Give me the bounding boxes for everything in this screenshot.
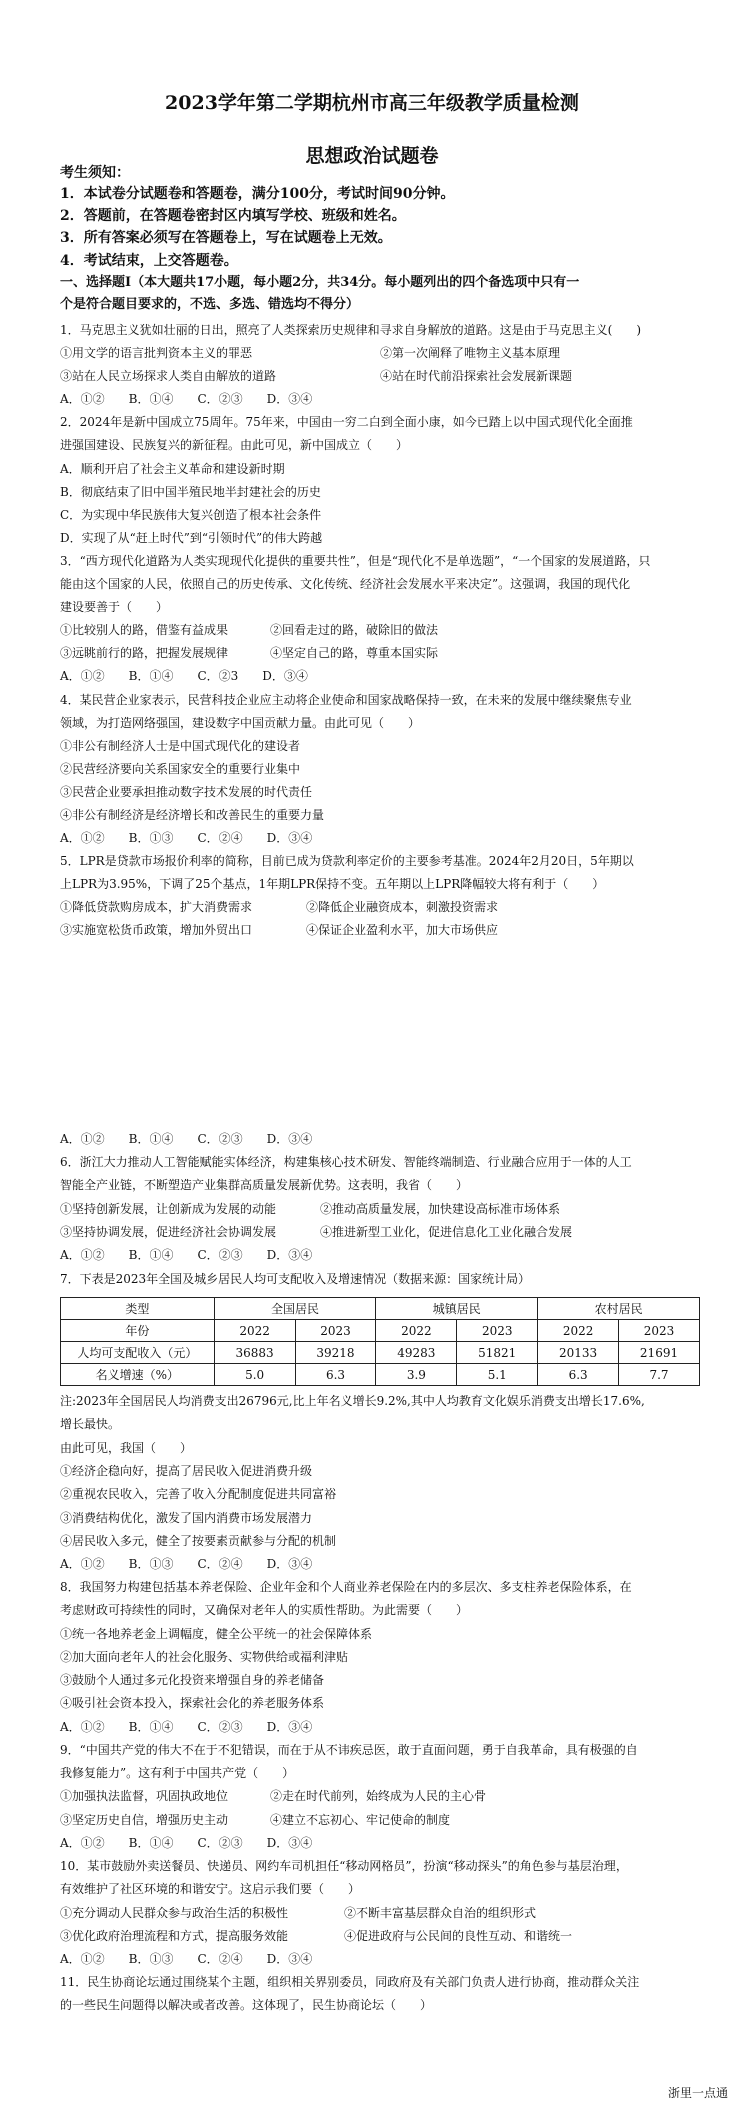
- option: ②回看走过的路，破除旧的做法: [270, 623, 439, 637]
- q4-stem-cont: 领域，为打造网络强国，建设数字中国贡献力量。由此可见（ ）: [60, 716, 421, 730]
- option: ②不断丰富基层群众自治的组织形式: [344, 1906, 537, 1920]
- q3-option-3: [60, 645, 700, 661]
- option: ③坚定历史自信，增强历史主动: [60, 1813, 229, 1827]
- q6-option-3: [60, 1224, 700, 1240]
- option: ①降低贷款购房成本，扩大消费需求: [60, 900, 253, 914]
- q1-option-1: [60, 345, 700, 361]
- table-row: [61, 1342, 700, 1364]
- table-cell: 2023: [619, 1320, 700, 1342]
- q8-answers: A．①② B．①④ C．②③ D．③④: [60, 1720, 313, 1734]
- exam-subtitle: 思想政治试题卷: [305, 145, 439, 167]
- option: ①比较别人的路，借鉴有益成果: [60, 623, 229, 637]
- q4-option-1: ①非公有制经济人士是中国式现代化的建设者: [60, 739, 301, 753]
- q10-answers: A．①② B．①③ C．②④ D．③④: [60, 1952, 313, 1966]
- option: ④建立不忘初心、牢记使命的制度: [270, 1813, 451, 1827]
- q7-note: 注:2023年全国居民人均消费支出26796元,比上年名义增长9.2%,其中人均教育文化娱乐消费支出增长17.6%,: [60, 1394, 645, 1408]
- q9-stem: 9．“中国共产党的伟大不在于不犯错误，而在于从不讳疾忌医，敢于直面问题，勇于自我革命，具有极强的自: [60, 1743, 638, 1757]
- option: ④坚定自己的路，尊重本国实际: [270, 646, 439, 660]
- q7-stem: 7．下表是2023年全国及城乡居民人均可支配收入及增速情况（数据来源：国家统计局）: [60, 1272, 531, 1286]
- option: ③实施宽松货币政策，增加外贸出口: [60, 923, 253, 937]
- section-heading-cont: 个是符合题目要求的，不选、多选、错选均不得分）: [60, 297, 360, 312]
- notice-item: 4．考试结束，上交答题卷。: [60, 253, 238, 269]
- q9-answers: A．①② B．①④ C．②③ D．③④: [60, 1836, 313, 1850]
- table-row: [61, 1298, 700, 1320]
- notice-header: 考生须知：: [60, 165, 130, 181]
- option: ③优化政府治理流程和方式，提高服务效能: [60, 1929, 289, 1943]
- q7-option-2: ②重视农民收入，完善了收入分配制度促进共同富裕: [60, 1487, 337, 1501]
- q7-lead: 由此可见，我国（ ）: [60, 1441, 193, 1455]
- q10-option-1: [60, 1905, 700, 1921]
- notice-item: 3．所有答案必须写在答题卷上，写在试题卷上无效。: [60, 230, 392, 246]
- table-cell: 2023: [457, 1320, 538, 1342]
- option: ②降低企业融资成本，刺激投资需求: [306, 900, 499, 914]
- q4-answers: A．①② B．①③ C．②④ D．③④: [60, 831, 313, 845]
- q5-option-3: [60, 922, 700, 938]
- q10-stem: 10．某市鼓励外卖送餐员、快递员、网约车司机担任“移动网格员”，扮演“移动探头”的角色参与基层治理，: [60, 1859, 628, 1873]
- q7-note-cont: 增长最快。: [60, 1417, 121, 1431]
- q2-answer-a: A．顺利开启了社会主义革命和建设新时期: [60, 462, 285, 476]
- q5-stem-cont: 上LPR为3.95%，下调了25个基点，1年期LPR保持不变。五年期以上LPR降幅较大将有利于（ ）: [60, 877, 605, 891]
- table-cell: 7.7: [619, 1364, 700, 1386]
- option: ①充分调动人民群众参与政治生活的积极性: [60, 1906, 289, 1920]
- footer-watermark: 浙里一点通: [667, 2086, 728, 2100]
- q10-stem-cont: 有效维护了社区环境的和谐安宁。这启示我们要（ ）: [60, 1882, 361, 1896]
- exam-title: 2023学年第二学期杭州市高三年级教学质量检测: [165, 92, 579, 114]
- q6-answers: A．①② B．①④ C．②③ D．③④: [60, 1248, 313, 1262]
- q3-stem-cont: 能由这个国家的人民，依照自己的历史传承、文化传统、经济社会发展水平来决定”。这强调，我国的现代化: [60, 577, 631, 591]
- table-cell: 3.9: [376, 1364, 457, 1386]
- option: ②推动高质量发展，加快建设高标准市场体系: [320, 1202, 561, 1216]
- table-header-cell: 农村居民: [538, 1298, 700, 1320]
- q7-option-3: ③消费结构优化，激发了国内消费市场发展潜力: [60, 1511, 313, 1525]
- table-cell: 36883: [214, 1342, 295, 1364]
- notice-item: 2．答题前，在答题卷密封区内填写学校、班级和姓名。: [60, 208, 406, 224]
- table-cell: 21691: [619, 1342, 700, 1364]
- q1-stem: 1．马克思主义犹如壮丽的日出，照亮了人类探索历史规律和寻求自身解放的道路。这是由于马克思主义( ): [60, 323, 642, 337]
- table-cell: 6.3: [295, 1364, 376, 1386]
- table-header-cell: 类型: [61, 1298, 215, 1320]
- q6-stem: 6．浙江大力推动人工智能赋能实体经济，构建集核心技术研发、智能终端制造、行业融合应用于一体的人工: [60, 1155, 632, 1169]
- q10-option-3: [60, 1928, 700, 1944]
- q11-stem: 11．民生协商论坛通过围绕某个主题，组织相关界别委员，同政府及有关部门负责人进行协商，推动群众关注: [60, 1975, 640, 1989]
- q9-option-3: [60, 1812, 700, 1828]
- q3-answers: A．①② B．①④ C．②3 D．③④: [60, 669, 308, 683]
- table-cell: 5.0: [214, 1364, 295, 1386]
- table-cell: 2022: [376, 1320, 457, 1342]
- option: ③远眺前行的路，把握发展规律: [60, 646, 229, 660]
- table-header-cell: 城镇居民: [376, 1298, 538, 1320]
- option: ④推进新型工业化，促进信息化工业化融合发展: [320, 1225, 573, 1239]
- q4-option-3: ③民营企业要承担推动数字技术发展的时代责任: [60, 785, 313, 799]
- table-cell: 39218: [295, 1342, 376, 1364]
- q1-answers: A．①② B．①④ C．②③ D．③④: [60, 392, 313, 406]
- q9-stem-cont: 我修复能力”。这有利于中国共产党（ ）: [60, 1766, 295, 1780]
- table-header-cell: 名义增速（%）: [61, 1364, 215, 1386]
- table-row: [61, 1320, 700, 1342]
- table-row: [61, 1364, 700, 1386]
- income-table: [60, 1297, 700, 1386]
- table-cell: 51821: [457, 1342, 538, 1364]
- q5-stem: 5．LPR是贷款市场报价利率的简称，目前已成为贷款利率定价的主要参考基准。2024年2月20日，5年期以: [60, 854, 634, 868]
- q2-answer-c: C．为实现中华民族伟大复兴创造了根本社会条件: [60, 508, 322, 522]
- q1-option-3: [60, 368, 700, 384]
- q3-option-1: [60, 622, 700, 638]
- table-header-cell: 人均可支配收入（元）: [61, 1342, 215, 1364]
- q8-stem: 8．我国努力构建包括基本养老保险、企业年金和个人商业养老保险在内的多层次、多支柱养老保险体系，在: [60, 1580, 632, 1594]
- option: ①坚持创新发展，让创新成为发展的动能: [60, 1202, 277, 1216]
- q9-option-1: [60, 1788, 700, 1804]
- notice-item: 1．本试卷分试题卷和答题卷，满分100分，考试时间90分钟。: [60, 186, 455, 202]
- q8-stem-cont: 考虑财政可持续性的同时，又确保对老年人的实质性帮助。为此需要（ ）: [60, 1603, 469, 1617]
- table-cell: 49283: [376, 1342, 457, 1364]
- table-header-cell: 年份: [61, 1320, 215, 1342]
- q2-stem-cont: 进强国建设、民族复兴的新征程。由此可见，新中国成立（ ）: [60, 438, 409, 452]
- option: ④促进政府与公民间的良性互动、和谐统一: [344, 1929, 573, 1943]
- q11-stem-cont: 的一些民生问题得以解决或者改善。这体现了，民生协商论坛（ ）: [60, 1998, 433, 2012]
- q3-stem-cont: 建设要善于（ ）: [60, 600, 169, 614]
- option: ④站在时代前沿探索社会发展新课题: [380, 369, 573, 383]
- q8-option-2: ②加大面向老年人的社会化服务、实物供给或福利津贴: [60, 1650, 349, 1664]
- option: ①加强执法监督，巩固执政地位: [60, 1789, 229, 1803]
- table-cell: 2023: [295, 1320, 376, 1342]
- option: ①用文学的语言批判资本主义的罪恶: [60, 346, 253, 360]
- q6-stem-cont: 智能全产业链，不断塑造产业集群高质量发展新优势。这表明，我省（ ）: [60, 1178, 469, 1192]
- option: ④保证企业盈利水平，加大市场供应: [306, 923, 499, 937]
- q3-stem: 3．“西方现代化道路为人类实现现代化提供的重要共性”，但是“现代化不是单选题”，“一个国家的发展道路，只: [60, 554, 651, 568]
- table-header-cell: 全国居民: [214, 1298, 376, 1320]
- q7-option-4: ④居民收入多元，健全了按要素贡献参与分配的机制: [60, 1534, 337, 1548]
- table-cell: 5.1: [457, 1364, 538, 1386]
- table-cell: 2022: [538, 1320, 619, 1342]
- option: ②第一次阐释了唯物主义基本原理: [380, 346, 561, 360]
- q2-answer-d: D．实现了从“赶上时代”到“引领时代”的伟大跨越: [60, 531, 323, 545]
- table-cell: 2022: [214, 1320, 295, 1342]
- table-cell: 6.3: [538, 1364, 619, 1386]
- q4-option-4: ④非公有制经济是经济增长和改善民生的重要力量: [60, 808, 325, 822]
- section-heading: 一、选择题Ⅰ（本大题共17小题，每小题2分，共34分。每小题列出的四个备选项中只有一: [60, 275, 580, 290]
- q4-stem: 4．某民营企业家表示，民营科技企业应主动将企业使命和国家战略保持一致，在未来的发展中继续聚焦专业: [60, 693, 632, 707]
- q7-option-1: ①经济企稳向好，提高了居民收入促进消费升级: [60, 1464, 313, 1478]
- option: ③站在人民立场探求人类自由解放的道路: [60, 369, 277, 383]
- q7-answers: A．①② B．①③ C．②④ D．③④: [60, 1557, 313, 1571]
- option: ③坚持协调发展，促进经济社会协调发展: [60, 1225, 277, 1239]
- q8-option-3: ③鼓励个人通过多元化投资来增强自身的养老储备: [60, 1673, 325, 1687]
- table-cell: 20133: [538, 1342, 619, 1364]
- q6-option-1: [60, 1201, 700, 1217]
- q8-option-1: ①统一各地养老金上调幅度，健全公平统一的社会保障体系: [60, 1627, 373, 1641]
- q2-answer-b: B．彻底结束了旧中国半殖民地半封建社会的历史: [60, 485, 321, 499]
- q8-option-4: ④吸引社会资本投入，探索社会化的养老服务体系: [60, 1696, 325, 1710]
- q2-stem: 2．2024年是新中国成立75周年。75年来，中国由一穷二白到全面小康，如今已踏上以中国式现代化全面推: [60, 415, 633, 429]
- option: ②走在时代前列，始终成为人民的主心骨: [270, 1789, 487, 1803]
- q5-option-1: [60, 899, 700, 915]
- q4-option-2: ②民营经济要向关系国家安全的重要行业集中: [60, 762, 301, 776]
- q5-answers: A．①② B．①④ C．②③ D．③④: [60, 1132, 313, 1146]
